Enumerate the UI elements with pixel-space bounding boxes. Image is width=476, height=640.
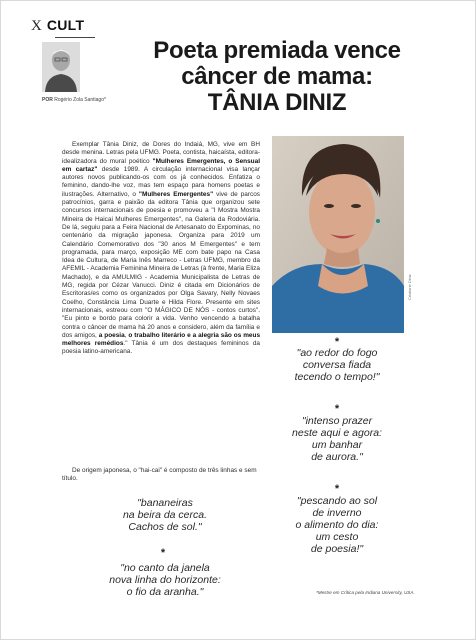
haiku-line: "bananeiras xyxy=(137,497,193,509)
haiku xyxy=(262,415,412,463)
haiku-line: nova linha do horizonte: xyxy=(109,574,221,586)
article-text: desde 1989. A circulação internacional visa lançar autores novos publicando-os com os já conhecidos. Enfatiza o feminino, dando-lhe voz, mas tem espaço para homens poetas e ilustrações. Alternativo, o xyxy=(62,165,260,198)
article-body xyxy=(62,141,260,357)
haiku-line: "intenso prazer xyxy=(301,415,373,427)
article-text: Exemplar Tânia Diniz, de Dores do Indaiá, MG, vive em BH desde menina. Letras pela UFMG. Poeta, contista, haicaísta, editora-idealizadora do mural poético xyxy=(62,141,260,165)
headline-line-3: TÂNIA DINIZ xyxy=(207,89,347,116)
photo-credit: Cristiane Diniz xyxy=(407,274,412,300)
haiku xyxy=(262,495,412,555)
haiku-line: de inverno xyxy=(312,507,362,519)
article-bold-text: a poesia xyxy=(98,331,125,339)
section-rule xyxy=(55,37,95,38)
haiku-line: de poesia!" xyxy=(310,543,364,555)
author-footnote: *Mestre em Crítica pela Indiana University, USA. xyxy=(316,590,415,595)
haiku-line: "ao redor do fogo xyxy=(296,347,378,359)
author-portrait-image xyxy=(42,42,80,92)
byline-author: Rogério Zola Santiago* xyxy=(54,97,106,103)
separator-star: * xyxy=(334,336,340,348)
section-mark: X xyxy=(31,18,42,34)
haiku-line: na beira da cerca. xyxy=(122,509,208,521)
byline-prefix: POR xyxy=(42,97,53,103)
headline-line-1: Poeta premiada vence xyxy=(153,37,401,64)
haiku xyxy=(85,562,245,598)
article-text: ." Tânia é um dos destaques femininos da poesia latino-americana. xyxy=(62,340,260,356)
article-bold-text: "Mulheres Emergentes, o Sensual em cartaz" xyxy=(62,157,260,173)
haiku xyxy=(262,347,412,383)
haicai-intro: De origem japonesa, o "hai-cai" é composto de três linhas e sem título. xyxy=(62,467,257,483)
article-bold-text: "Mulheres Emergentes" xyxy=(138,190,214,198)
separator-star: * xyxy=(160,547,166,559)
haiku-line: "no canto da janela xyxy=(120,562,210,574)
haiku-line: o fio da aranha." xyxy=(126,586,204,598)
haiku-line: tecendo o tempo!" xyxy=(294,371,380,383)
poet-portrait xyxy=(272,136,404,333)
headline-line-2: câncer de mama: xyxy=(181,63,373,90)
article-text: , xyxy=(124,331,129,339)
haiku-line: Cachos de sol." xyxy=(128,521,202,533)
poet-portrait-image xyxy=(272,136,404,333)
haiku-line: conversa fiada xyxy=(302,359,372,371)
separator-star: * xyxy=(334,403,340,415)
haiku-line: neste aqui e agora: xyxy=(292,427,382,439)
section-name: CULT xyxy=(46,17,85,33)
author-photo xyxy=(42,42,80,92)
section-tag xyxy=(31,17,84,35)
byline xyxy=(42,97,106,103)
article-bold-text: o trabalho literário e a alegria são os meus melhores remédios xyxy=(62,331,261,348)
haiku-line: um cesto xyxy=(315,531,359,543)
haiku-line: um banhar xyxy=(311,439,363,451)
article-text: vive de parcos patrocínios, garra e paixão da editora Tânia que organizou sete concursos internacionais de poesia e promoveu a "I Mostra Mostra Mineira de Haicai Mulheres Emergentes", na Galeria da Rodoviária. De lá, seguiu para a Feira Nacional de Artesanato do Expominas, no centenário da migração japonesa. Organiza para 2019 um Calendário Comemorativo dos "30 anos M Emergentes" e tem programada, para março, exposição ME com bate papo na Casa Idea de Cultura, de Maria Inês Marreco - Letras UFMG, membro da AFEMIL - Academia Feminina Mineira de Letras (à frente, Maria Eliza Machado), e da AMULMIG - Academia Municipalista de Letras de MG, regida por Cézar Vanucci. Diniz é citada em Dicionários de Escritoras/es como os organizados por Olga Savary, Nelly Novaes Coelho, Constância Lima Duarte e Hilda Flore. Presente em sites internacionais, estreou com "O MÁGICO DE NÓS - contos curtos". "Eu pinto e bordo para colorir a vida. Venho vencendo a batalha contra o câncer de mama há 20 anos e considero, além da família e dos amigos, xyxy=(62,190,260,339)
separator-star: * xyxy=(334,483,340,495)
headline xyxy=(104,38,450,116)
haiku xyxy=(85,497,245,533)
haiku-line: o alimento do dia: xyxy=(295,519,379,531)
haiku-line: de aurora." xyxy=(311,451,363,463)
haiku-line: "pescando ao sol xyxy=(296,495,378,507)
